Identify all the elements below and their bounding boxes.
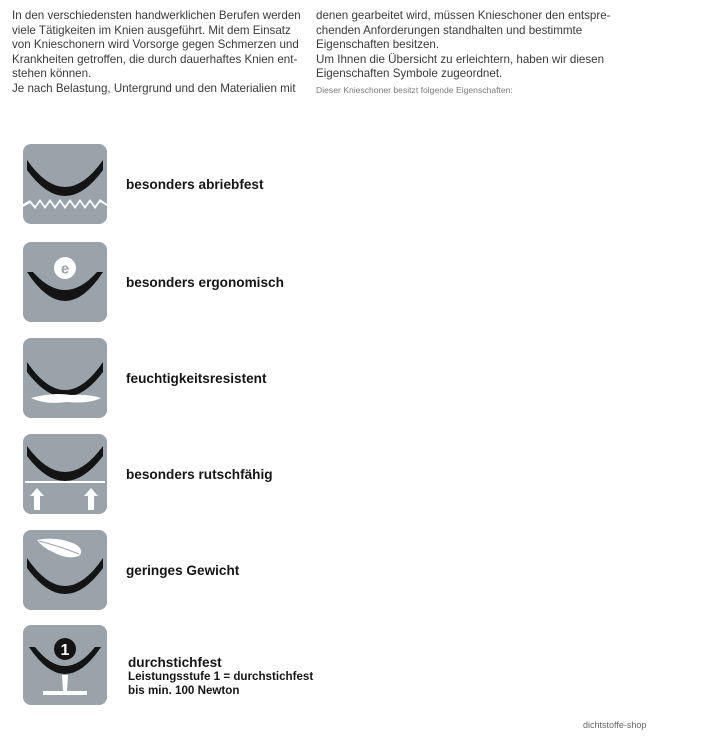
intro-line: von Knieschonern wird Vorsorge gegen Schmerzen und bbox=[12, 38, 299, 52]
property-ergonomic bbox=[23, 242, 284, 322]
ergonomic-icon bbox=[23, 242, 107, 322]
abrasion-resistant-icon bbox=[23, 144, 107, 224]
properties-note: Dieser Knieschoner besitzt folgende Eigenschaften: bbox=[316, 84, 513, 95]
property-label: geringes Gewicht bbox=[126, 562, 240, 578]
intro-line: Krankheiten getroffen, die durch dauerhaftes Knien ent- bbox=[12, 52, 298, 66]
moisture-resistant-icon bbox=[23, 338, 107, 418]
puncture-resistant-icon bbox=[23, 625, 107, 705]
intro-line: Eigenschaften besitzen. bbox=[316, 38, 440, 52]
property-label: besonders rutschfähig bbox=[126, 466, 273, 482]
intro-line: Eigenschaften Symbole zugeordnet. bbox=[316, 67, 503, 81]
ergonomic-letter: e bbox=[60, 260, 70, 278]
property-puncture-resistant bbox=[23, 625, 313, 705]
shop-credit: dichtstoffe-shop bbox=[583, 720, 647, 730]
slip-resistant-icon bbox=[23, 434, 107, 514]
lightweight-feather-icon bbox=[23, 530, 107, 610]
property-lightweight bbox=[23, 530, 239, 610]
property-label: feuchtigkeitsresistent bbox=[126, 370, 267, 386]
intro-line: viele Tätigkeiten im Knien ausgeführt. Mit dem Einsatz bbox=[12, 23, 291, 37]
puncture-level-number: 1 bbox=[60, 642, 70, 659]
property-label: durchstichfest bbox=[128, 655, 222, 670]
property-slip-resistant bbox=[23, 434, 273, 514]
intro-line: stehen können. bbox=[12, 67, 92, 81]
intro-line: chenden Anforderungen standhalten und bestimmte bbox=[316, 23, 583, 37]
intro-text-left bbox=[12, 9, 302, 97]
intro-line: Um Ihnen die Übersicht zu erleichtern, haben wir diesen bbox=[316, 52, 605, 66]
intro-line: Je nach Belastung, Untergrund und den Materialien mit bbox=[12, 81, 296, 95]
intro-line: denen gearbeitet wird, müssen Knieschoner den entspre- bbox=[316, 9, 611, 22]
property-label: besonders ergonomisch bbox=[126, 274, 284, 290]
intro-line: In den verschiedensten handwerklichen Berufen werden bbox=[12, 9, 301, 22]
property-label: besonders abriebfest bbox=[126, 176, 264, 192]
property-moisture-resistant bbox=[23, 338, 267, 418]
property-abrasion-resistant bbox=[23, 144, 264, 224]
intro-text-right bbox=[316, 9, 616, 98]
property-sub-line: bis min. 100 Newton bbox=[128, 684, 240, 697]
property-sub-line: Leistungsstufe 1 = durchstichfest bbox=[128, 670, 314, 683]
puncture-label-block bbox=[128, 655, 313, 698]
